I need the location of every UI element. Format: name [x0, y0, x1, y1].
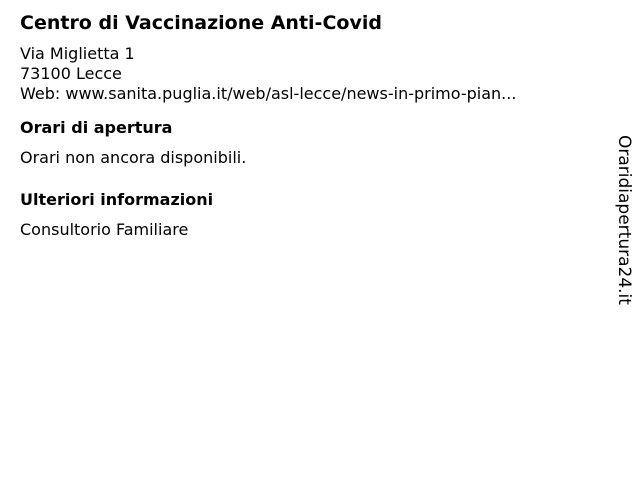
- place-card: [20, 10, 600, 240]
- more-info-heading: Ulteriori informazioni: [20, 190, 214, 209]
- website-link[interactable]: www.sanita.puglia.it/web/asl-lecce/news-in-primo-pian...: [65, 84, 517, 103]
- more-info-text: Consultorio Familiare: [20, 220, 189, 239]
- opening-hours-text: Orari non ancora disponibili.: [20, 148, 247, 167]
- address-block: [20, 44, 600, 104]
- opening-hours-heading: Orari di apertura: [20, 118, 173, 137]
- website-label: Web:: [20, 84, 61, 103]
- website-line: [20, 84, 600, 104]
- street-address: Via Miglietta 1: [20, 44, 135, 63]
- city-postal: 73100 Lecce: [20, 64, 122, 83]
- page-title: Centro di Vaccinazione Anti-Covid: [20, 12, 382, 34]
- site-brand-vertical: Oraridiapertura24.it: [614, 135, 634, 305]
